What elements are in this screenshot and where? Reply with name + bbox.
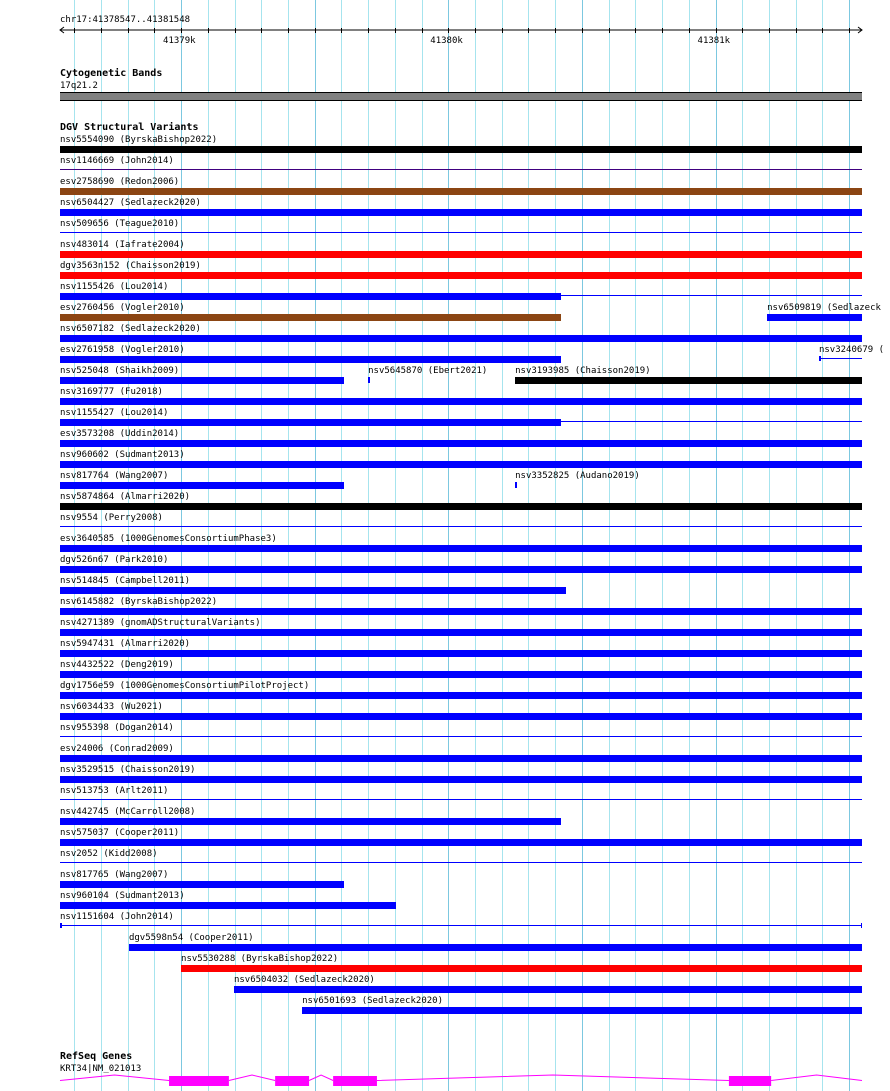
variant-thin-bar[interactable]: [60, 736, 862, 737]
ruler-label: 41380k: [430, 36, 463, 46]
variant-bar[interactable]: [60, 419, 561, 426]
variant-bar[interactable]: [60, 188, 862, 195]
variant-label[interactable]: nsv6034433 (Wu2021): [60, 702, 163, 712]
variant-label[interactable]: nsv514845 (Campbell2011): [60, 576, 191, 586]
variant-bar[interactable]: [515, 377, 862, 384]
variant-bar[interactable]: [767, 314, 862, 321]
variant-thin-bar[interactable]: [60, 232, 862, 233]
variant-bar[interactable]: [129, 944, 862, 951]
variant-bar[interactable]: [368, 377, 370, 383]
variant-label[interactable]: esv24006 (Conrad2009): [60, 744, 174, 754]
variant-label[interactable]: nsv5645870 (Ebert2021): [368, 366, 488, 376]
variant-label[interactable]: nsv1146669 (John2014): [60, 156, 174, 166]
variant-label[interactable]: nsv3529515 (Chaisson2019): [60, 765, 196, 775]
variant-label[interactable]: esv2761958 (Vogler2010): [60, 345, 185, 355]
variant-bar[interactable]: [60, 335, 862, 342]
variant-label[interactable]: nsv575037 (Cooper2011): [60, 828, 180, 838]
variant-label[interactable]: nsv3240679 (: [818, 345, 884, 355]
variant-label[interactable]: nsv9554 (Perry2008): [60, 513, 163, 523]
gene-exon: [729, 1076, 771, 1086]
cytoband-bar[interactable]: [60, 92, 862, 101]
variant-bar[interactable]: [60, 293, 561, 300]
variant-label[interactable]: dgv3563n152 (Chaisson2019): [60, 261, 201, 271]
variant-bar[interactable]: [60, 818, 561, 825]
variant-label[interactable]: esv3640585 (1000GenomesConsortiumPhase3): [60, 534, 277, 544]
variant-label[interactable]: nsv960104 (Sudmant2013): [60, 891, 185, 901]
variant-thin-bar[interactable]: [60, 169, 862, 170]
variant-thin-bar[interactable]: [60, 862, 862, 863]
variant-end-cap: [819, 356, 821, 361]
variant-bar[interactable]: [515, 482, 517, 488]
variant-label[interactable]: nsv6504427 (Sedlazeck2020): [60, 198, 201, 208]
variant-label[interactable]: dgv526n67 (Park2010): [60, 555, 169, 565]
variant-label[interactable]: nsv5874864 (Almarri2020): [60, 492, 191, 502]
variant-label[interactable]: nsv6509819 (Sedlazeck: [767, 303, 881, 313]
gene-intron: [309, 1075, 333, 1081]
variant-thin-bar[interactable]: [819, 358, 862, 359]
variant-label[interactable]: nsv4271389 (gnomADStructuralVariants): [60, 618, 261, 628]
gene-label[interactable]: KRT34|NM_021013: [60, 1064, 142, 1074]
variant-bar[interactable]: [60, 650, 862, 657]
variant-bar[interactable]: [60, 314, 561, 321]
variant-label[interactable]: nsv513753 (Arlt2011): [60, 786, 169, 796]
gene-intron: [771, 1075, 862, 1081]
variant-bar[interactable]: [60, 692, 862, 699]
variant-bar[interactable]: [181, 965, 862, 972]
variant-bar[interactable]: [60, 881, 344, 888]
variant-label[interactable]: nsv442745 (McCarroll2008): [60, 807, 196, 817]
variant-label[interactable]: nsv3193985 (Chaisson2019): [515, 366, 651, 376]
cytoband-label: 17q21.2: [60, 81, 98, 91]
variant-label[interactable]: nsv3352825 (Audano2019): [515, 471, 640, 481]
gene-exon: [169, 1076, 229, 1086]
variant-bar[interactable]: [60, 545, 862, 552]
ruler-label: 41379k: [163, 36, 196, 46]
gene-intron: [60, 1075, 169, 1081]
variant-label[interactable]: nsv6145882 (ByrskaBishop2022): [60, 597, 218, 607]
variant-bar[interactable]: [60, 902, 396, 909]
variant-bar[interactable]: [60, 713, 862, 720]
variant-bar[interactable]: [60, 503, 862, 510]
variant-bar[interactable]: [60, 398, 862, 405]
variant-bar[interactable]: [234, 986, 862, 993]
variant-label[interactable]: nsv6504032 (Sedlazeck2020): [233, 975, 375, 985]
variant-bar[interactable]: [60, 251, 862, 258]
variant-label[interactable]: nsv525048 (Shaikh2009): [60, 366, 180, 376]
variant-bar[interactable]: [60, 377, 344, 384]
variant-label[interactable]: nsv955398 (Dogan2014): [60, 723, 174, 733]
variant-label[interactable]: nsv6507182 (Sedlazeck2020): [60, 324, 201, 334]
variant-label[interactable]: nsv483014 (Iafrate2004): [60, 240, 185, 250]
variant-end-cap: [861, 923, 862, 928]
variant-label[interactable]: esv2760456 (Vogler2010): [60, 303, 185, 313]
locus-label: chr17:41378547..41381548: [60, 15, 191, 25]
variant-label[interactable]: dgv5598n54 (Cooper2011): [128, 933, 254, 943]
gene-intron: [377, 1075, 729, 1081]
variant-bar[interactable]: [60, 209, 862, 216]
variant-bar[interactable]: [60, 482, 344, 489]
variant-label[interactable]: nsv3169777 (Fu2018): [60, 387, 163, 397]
variant-bar[interactable]: [60, 146, 862, 153]
ruler-label: 41381k: [697, 36, 731, 46]
variant-bar[interactable]: [60, 608, 862, 615]
cytoband-track-title[interactable]: Cytogenetic Bands: [60, 68, 163, 79]
variant-label[interactable]: nsv1155426 (Lou2014): [60, 282, 169, 292]
variant-label[interactable]: nsv960602 (Sudmant2013): [60, 450, 185, 460]
variant-bar[interactable]: [60, 755, 862, 762]
variant-label[interactable]: nsv817764 (Wang2007): [60, 471, 169, 481]
variant-label[interactable]: nsv6501693 (Sedlazeck2020): [302, 996, 443, 1006]
variant-bar[interactable]: [60, 587, 566, 594]
variant-label[interactable]: dgv1756e59 (1000GenomesConsortiumPilotProject): [60, 681, 310, 691]
dgv-track-title[interactable]: DGV Structural Variants: [60, 122, 199, 133]
variant-label[interactable]: esv2758690 (Redon2006): [60, 177, 180, 187]
gene-model-krt34[interactable]: [0, 1070, 890, 1091]
variant-bar[interactable]: [302, 1007, 862, 1014]
variant-thin-bar[interactable]: [60, 799, 862, 800]
variant-label[interactable]: nsv1151604 (John2014): [60, 912, 174, 922]
variant-label[interactable]: nsv5554090 (ByrskaBishop2022): [60, 135, 218, 145]
variant-bar[interactable]: [60, 461, 862, 468]
variant-label[interactable]: nsv5947431 (Almarri2020): [60, 639, 191, 649]
variant-bar[interactable]: [60, 671, 862, 678]
variant-thin-bar[interactable]: [60, 925, 862, 926]
variant-bar[interactable]: [60, 272, 862, 279]
ruler[interactable]: [0, 24, 890, 36]
refseq-track-title[interactable]: RefSeq Genes: [60, 1051, 133, 1062]
variant-bar[interactable]: [60, 566, 862, 573]
variant-label[interactable]: nsv2052 (Kidd2008): [60, 849, 158, 859]
variant-bar[interactable]: [60, 776, 862, 783]
variant-bar[interactable]: [60, 629, 862, 636]
variant-label[interactable]: esv3573208 (Uddin2014): [60, 429, 180, 439]
variant-end-cap: [60, 923, 62, 928]
gene-exon: [275, 1076, 309, 1086]
variant-label[interactable]: nsv509656 (Teague2010): [60, 219, 180, 229]
gene-intron: [229, 1075, 275, 1081]
variant-bar[interactable]: [60, 356, 561, 363]
variant-label[interactable]: nsv4432522 (Deng2019): [60, 660, 174, 670]
variant-bar[interactable]: [60, 440, 862, 447]
variant-label[interactable]: nsv1155427 (Lou2014): [60, 408, 169, 418]
gene-exon: [333, 1076, 377, 1086]
variant-label[interactable]: nsv817765 (Wang2007): [60, 870, 169, 880]
variant-thin-bar[interactable]: [60, 526, 862, 527]
variant-bar[interactable]: [60, 839, 862, 846]
variant-label[interactable]: nsv5530288 (ByrskaBishop2022): [181, 954, 339, 964]
